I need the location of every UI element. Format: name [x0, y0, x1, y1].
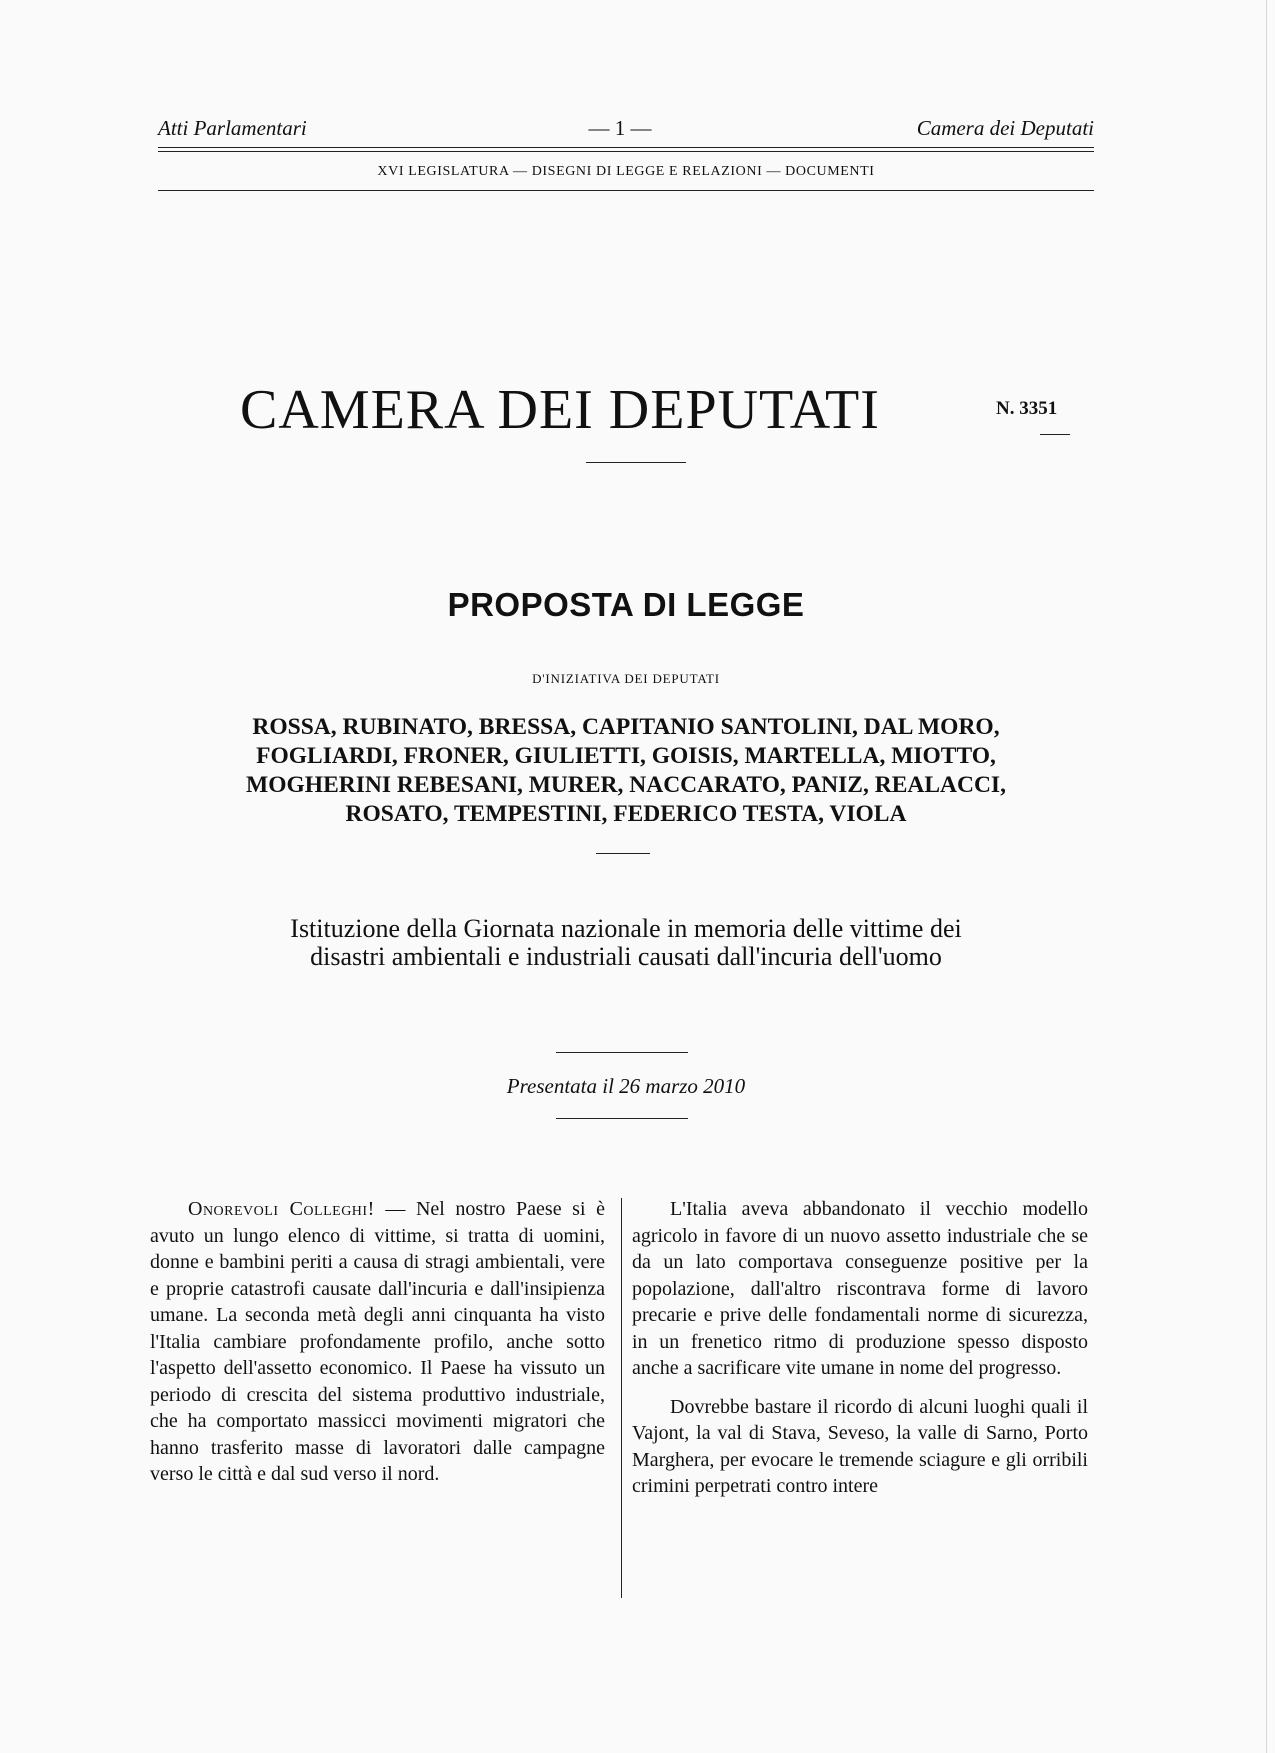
number-underline	[1040, 434, 1070, 435]
subheader-rule	[158, 190, 1094, 191]
law-title-line: disastri ambientali e industriali causati dall'incuria dell'uomo	[310, 942, 942, 971]
column-divider	[621, 1198, 622, 1598]
proposal-heading: PROPOSTA DI LEGGE	[447, 586, 805, 623]
header-rule-double	[158, 151, 1094, 152]
law-title	[158, 915, 1094, 971]
scan-edge	[1266, 0, 1267, 1753]
authors-line: ROSATO, TEMPESTINI, FEDERICO TESTA, VIOLA	[345, 801, 907, 827]
law-title-line: Istituzione della Giornata nazionale in memoria delle vittime dei	[290, 914, 962, 943]
body-column-right	[632, 1196, 1088, 1500]
masthead-divider	[586, 462, 686, 463]
authors-line: MOGHERINI REBESANI, MURER, NACCARATO, PANIZ, REALACCI,	[246, 772, 1006, 798]
document-number: N. 3351	[996, 398, 1058, 419]
initiative-line: D'INIZIATIVA DEI DEPUTATI	[532, 671, 720, 686]
header-right: Camera dei Deputati	[916, 116, 1094, 140]
header-left: Atti Parlamentari	[158, 116, 307, 140]
header-rule-top	[158, 147, 1094, 148]
chamber-title: CAMERA DEI DEPUTATI	[240, 379, 880, 441]
authors-line: ROSSA, RUBINATO, BRESSA, CAPITANIO SANTOLINI, DAL MORO,	[252, 714, 1000, 740]
body-paragraph: Dovrebbe bastare il ricordo di alcuni luoghi quali il Vajont, la val di Stava, Seveso, la valle di Sarno, Porto Marghera, per evocare le tremende sciagure e gli orribili crimini perpetrati contro intere	[632, 1395, 1088, 1497]
presented-rule-top	[556, 1052, 688, 1053]
body-text: — Nel nostro Paese si è avuto un lungo elenco di vittime, si tratta di uomini, donne e bambini periti a causa di stragi ambientali, vere e proprie catastrofi causate dall'incuria e dall'insipienza umane. La seconda metà degli anni cinquanta ha visto l'Italia cambiare profondamente profilo, anche sotto l'aspetto dell'assetto economico. Il Paese ha vissuto un periodo di crescita del sistema produttivo industriale, che ha comportato massicci movimenti migratori che hanno trasferito masse di lavoratori dalle campagne verso le città e dal sud verso il nord.	[150, 1198, 605, 1485]
salutation: Onorevoli Colleghi!	[188, 1198, 375, 1220]
presented-rule-bottom	[556, 1118, 688, 1119]
body-paragraph: L'Italia aveva abbandonato il vecchio modello agricolo in favore di un nuovo assetto industriale che se da un lato comportava conseguenze positive per la popolazione, dall'altro riscontrava forme di lavoro precarie e prive delle fondamentali norme di sicurezza, in un frenetico ritmo di produzione spesso disposto anche a sacrificare vite umane in nome del progresso.	[632, 1198, 1088, 1379]
page-number: — 1 —	[588, 116, 652, 140]
presented-date: Presentata il 26 marzo 2010	[506, 1074, 746, 1098]
legislature-line: XVI LEGISLATURA — DISEGNI DI LEGGE E RELAZIONI — DOCUMENTI	[377, 164, 875, 179]
authors-line: FOGLIARDI, FRONER, GIULIETTI, GOISIS, MARTELLA, MIOTTO,	[256, 743, 996, 769]
body-paragraph	[150, 1196, 605, 1488]
body-column-left	[150, 1196, 605, 1488]
authors-divider	[596, 853, 650, 854]
authors-list	[158, 713, 1094, 829]
